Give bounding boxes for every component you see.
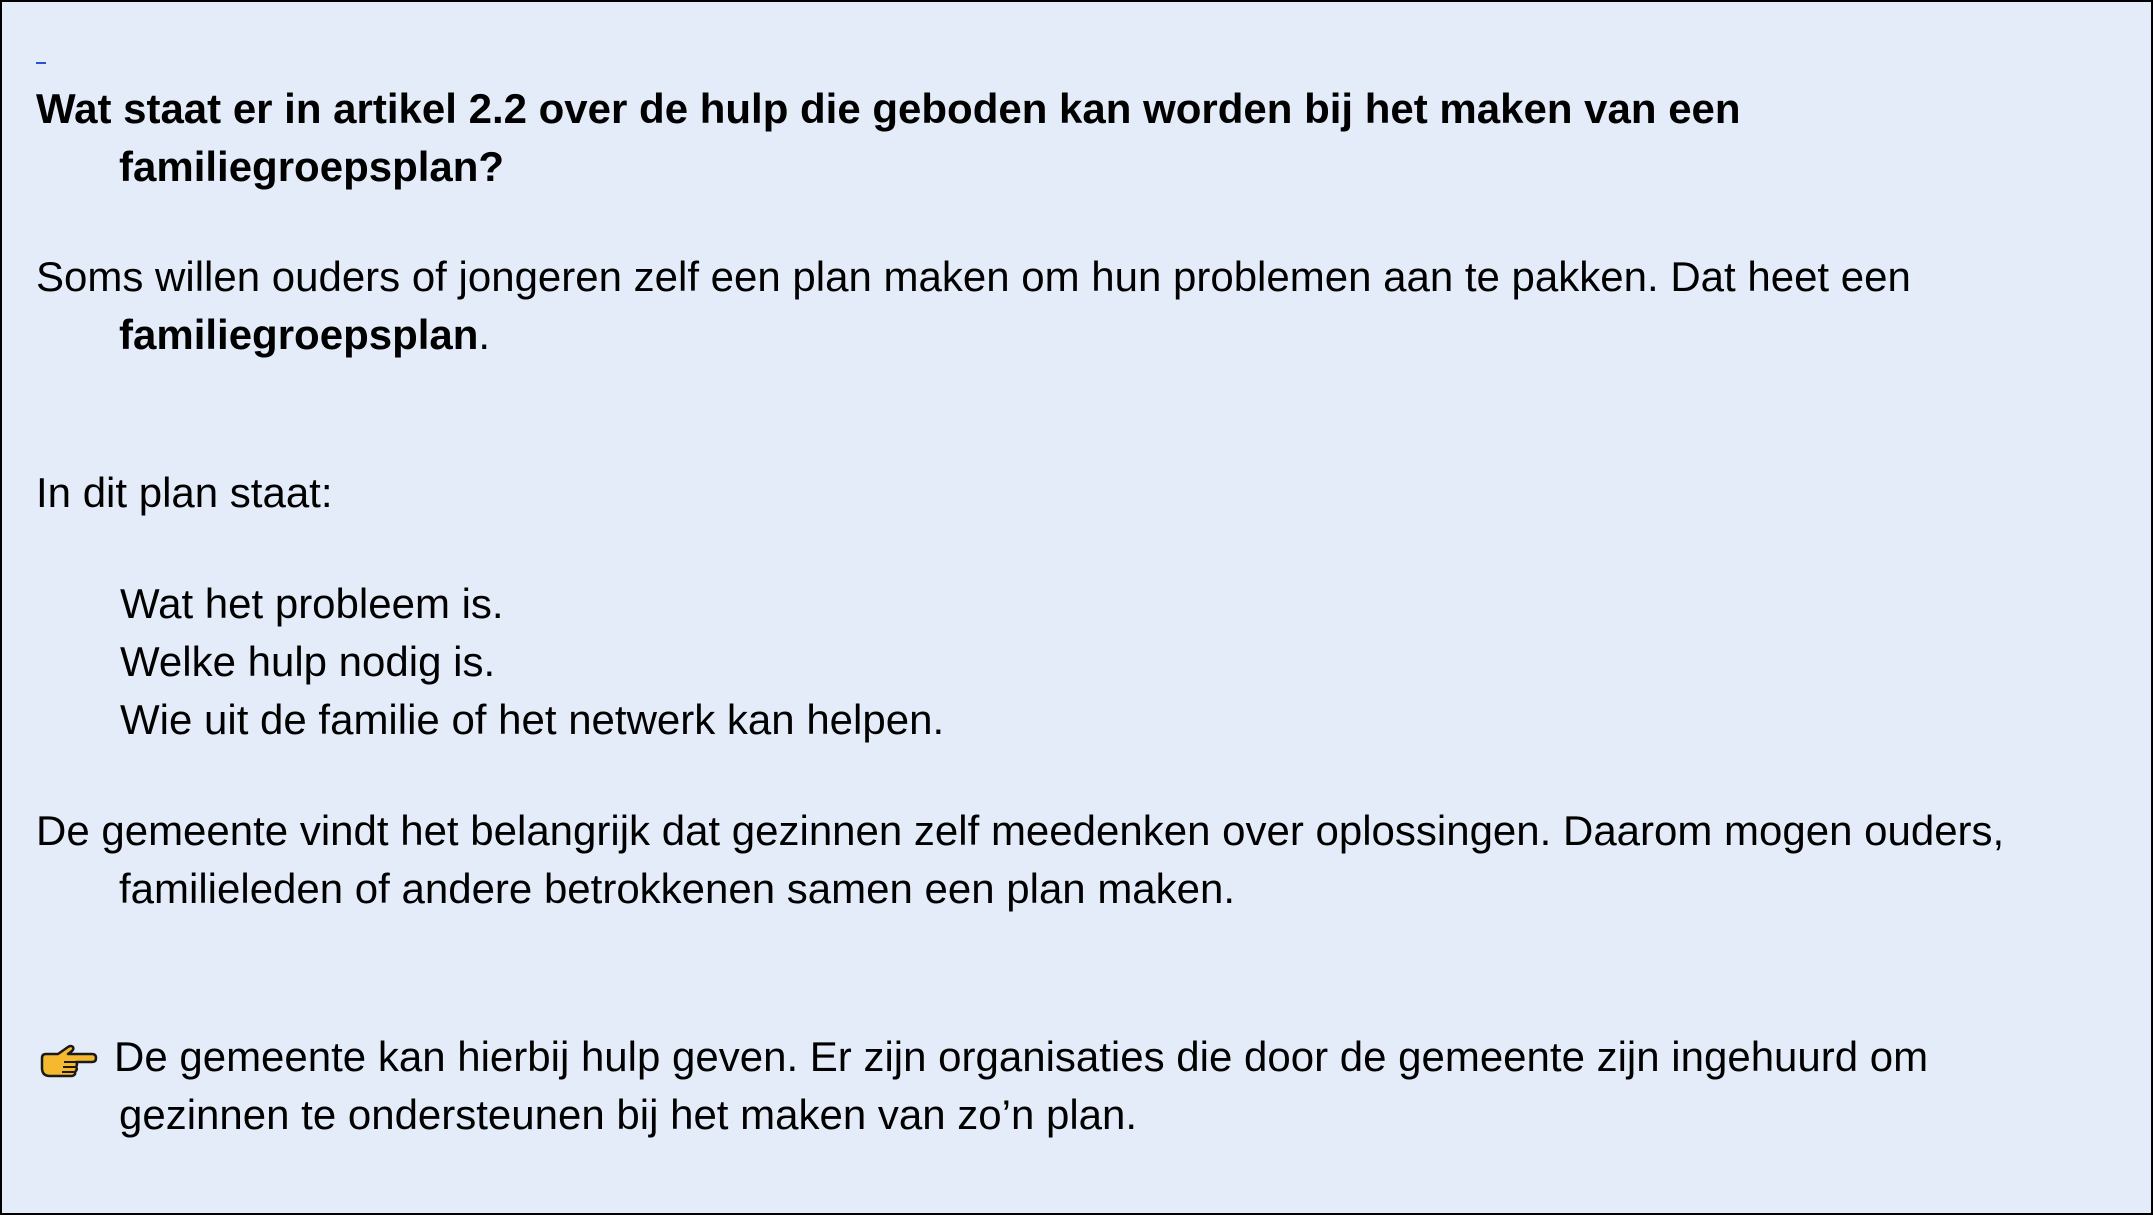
list-intro: In dit plan staat: (36, 469, 333, 516)
pointing-hand-icon (38, 1038, 98, 1082)
intro-paragraph (36, 248, 2153, 364)
municipality-line-1: De gemeente vindt het belangrijk dat gezinnen zelf meedenken over oplossingen. Daarom mogen ouders, (36, 807, 2005, 854)
intro-term-suffix: . (478, 311, 491, 358)
anchor-link-marker[interactable] (36, 62, 46, 64)
intro-term: familiegroepsplan (119, 311, 479, 358)
intro-line-1: Soms willen ouders of jongeren zelf een plan maken om hun problemen aan te pakken. Dat heet een (36, 253, 1911, 300)
section-heading (36, 80, 2153, 196)
municipality-line-2: familieleden of andere betrokkenen samen een plan maken. (119, 865, 1236, 912)
list-item: Wie uit de familie of het netwerk kan helpen. (120, 696, 945, 743)
callout-line-2: gezinnen te ondersteunen bij het maken van zo’n plan. (119, 1091, 1138, 1138)
list-item: Wat het probleem is. (120, 580, 504, 627)
heading-line-1: Wat staat er in artikel 2.2 over de hulp die geboden kan worden bij het maken van een (36, 85, 1741, 132)
municipality-paragraph (36, 802, 2153, 918)
list-item: Welke hulp nodig is. (120, 638, 496, 685)
callout-line-1: De gemeente kan hierbij hulp geven. Er zijn organisaties die door de gemeente zijn ingehuurd om (114, 1033, 1929, 1080)
heading-line-2: familiegroepsplan? (119, 143, 505, 190)
